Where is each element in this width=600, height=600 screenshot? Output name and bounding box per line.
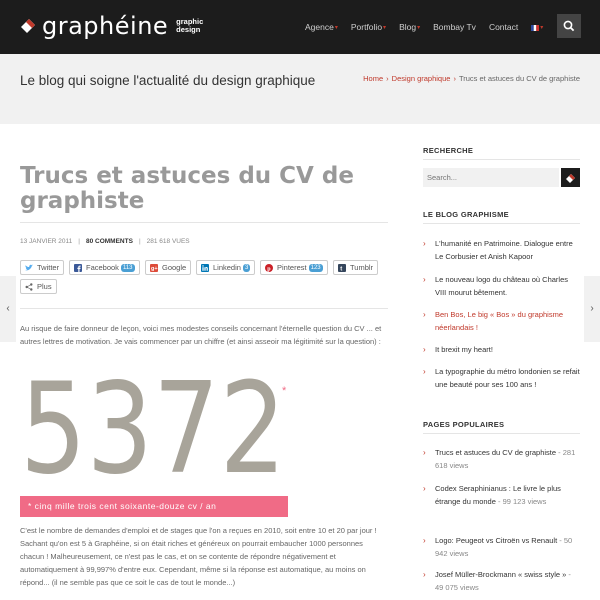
linkedin-icon	[201, 264, 209, 272]
cv-count-graphic	[20, 372, 300, 477]
article-intro: Au risque de faire donneur de leçon, voici mes modestes conseils concernant l'éternelle question du CV ... et autres lettres de motivation. Je vais commencer par un chiffre (et ainsi asseoir ma légitimité sur la question) :	[20, 324, 382, 346]
french-flag-icon	[531, 25, 539, 31]
previous-post-arrow[interactable]	[0, 276, 16, 342]
header-search-button[interactable]	[557, 14, 581, 38]
breadcrumb-home[interactable]: Home	[363, 74, 384, 83]
breadcrumb-current: Trucs et astuces du CV de graphiste	[458, 74, 580, 83]
svg-text:g+: g+	[151, 266, 158, 272]
breadcrumb-separator-icon: ›	[386, 74, 389, 83]
chevron-right-icon: ›	[423, 536, 426, 545]
breadcrumb	[363, 74, 580, 83]
sidebar-search-input[interactable]	[423, 168, 559, 187]
page-title-band	[0, 54, 600, 124]
chevron-right-icon: ›	[423, 239, 426, 248]
search-heading: RECHERCHE	[423, 146, 474, 155]
linkedin-share-count: 3	[244, 265, 249, 271]
chevron-right-icon: ›	[423, 570, 426, 579]
caret-down-icon: ▾	[334, 25, 338, 31]
site-tagline: Le blog qui soigne l'actualité du design graphique	[20, 73, 316, 88]
share-linkedin-button[interactable]: Linkedin 3	[196, 260, 255, 275]
chevron-right-icon: ›	[423, 367, 426, 376]
share-icon	[25, 283, 33, 291]
chevron-right-icon: ›	[423, 310, 426, 319]
caret-down-icon: ▾	[417, 25, 421, 31]
blog-link[interactable]: › L'humanité en Patrimoine. Dialogue entre Le Corbusier et Anish Kapoor	[423, 239, 573, 261]
svg-text:t: t	[340, 266, 343, 272]
chevron-right-icon: ›	[590, 303, 594, 314]
chevron-right-icon: ›	[423, 275, 426, 284]
share-google-button[interactable]: g+ Google	[145, 260, 191, 275]
blog-heading: LE BLOG GRAPHISME	[423, 210, 509, 219]
facebook-share-count: 113	[122, 265, 133, 271]
breadcrumb-category[interactable]: Design graphique	[391, 74, 451, 83]
cv-count-caption: * cinq mille trois cent soixante-douze cv / an	[20, 496, 288, 517]
share-facebook-button[interactable]: Facebook 113	[69, 260, 140, 275]
next-post-arrow[interactable]	[584, 276, 600, 342]
graphéine-search-icon	[561, 168, 580, 187]
divider	[20, 308, 388, 309]
caret-down-icon: ▾	[383, 25, 387, 31]
divider	[423, 223, 580, 224]
divider	[20, 222, 388, 223]
share-twitter-button[interactable]: Twitter	[20, 260, 64, 275]
nav-bombay-tv[interactable]: Bombay Tv	[433, 22, 476, 32]
article-meta: 13 JANVIER 2011 | 80 COMMENTS | 281 618 VUES	[20, 238, 190, 245]
article-body: C'est le nombre de demandes d'emploi et de stages que l'on a reçues en 2010, soit entre 10 et 20 par jour ! Sachant qu'on est 5 à Graphéine, si on était riches et généreux on pourrait embaucher 1000 personnes chacun ! Malheureusement, ce n'est pas le cas, et on se contente de répondre négativement et automatiquement à 99,997% d'entre eux. Cependant, même si la réponse est automatique, au moins on répond... (il ne semble pas que ce soit le cas de tout le monde...)	[20, 526, 377, 587]
breadcrumb-separator-icon: ›	[453, 74, 456, 83]
share-more-button[interactable]: Plus	[20, 279, 57, 294]
big-number-asterisk: *	[282, 385, 287, 397]
tumblr-icon	[338, 264, 346, 272]
chevron-left-icon: ‹	[6, 303, 10, 314]
divider	[423, 159, 580, 160]
blog-link[interactable]: › Ben Bos, Le big « Bos » du graphisme néerlandais !	[423, 310, 563, 332]
sidebar-search-button[interactable]	[561, 168, 580, 187]
logo-mark-icon	[20, 18, 36, 34]
language-selector[interactable]	[531, 22, 543, 32]
chevron-right-icon: ›	[423, 448, 426, 457]
share-pinterest-button[interactable]: p Pinterest 123	[260, 260, 328, 275]
top-navigation-bar	[0, 0, 600, 54]
chevron-right-icon: ›	[423, 484, 426, 493]
chevron-right-icon: ›	[423, 345, 426, 354]
nav-blog[interactable]: Blog▾	[399, 22, 421, 32]
popular-heading: PAGES POPULAIRES	[423, 420, 505, 429]
google-plus-icon	[150, 264, 158, 272]
blog-link[interactable]: › La typographie du métro londonien se refait une beauté pour ses 100 ans !	[423, 367, 580, 389]
search-icon	[557, 14, 581, 38]
blog-link[interactable]: › Le nouveau logo du château où Charles VIII mourut bêtement.	[423, 275, 569, 297]
big-number: 5372	[20, 372, 286, 477]
article-title: Trucs et astuces du CV de graphiste	[20, 163, 354, 214]
blog-link[interactable]: › It brexit my heart!	[423, 345, 493, 354]
nav-agence[interactable]: Agence▾	[305, 22, 338, 32]
article-date: 13 JANVIER 2011	[20, 238, 73, 245]
caret-down-icon: ▾	[540, 25, 544, 31]
main-nav	[305, 0, 556, 54]
share-tumblr-button[interactable]: t Tumblr	[333, 260, 378, 275]
pinterest-icon	[265, 264, 273, 272]
popular-link[interactable]: › Josef Müller-Brockmann « swiss style » - 49 075 views	[423, 570, 571, 592]
comments-link[interactable]: 80 COMMENTS	[85, 238, 133, 245]
view-count: 281 618 VUES	[146, 238, 190, 245]
svg-text:p: p	[267, 266, 271, 272]
graphéine-logo[interactable]	[20, 14, 203, 38]
divider	[423, 433, 580, 434]
popular-link[interactable]: › Trucs et astuces du CV de graphiste - 281 618 views	[423, 448, 576, 470]
pinterest-share-count: 123	[310, 265, 321, 271]
logo-wordmark: graphéine	[42, 12, 169, 40]
logo-subtitle: graphic design	[176, 17, 204, 34]
nav-contact[interactable]: Contact	[488, 22, 519, 32]
nav-portfolio[interactable]: Portfolio▾	[350, 22, 387, 32]
twitter-icon	[25, 264, 33, 272]
facebook-icon	[74, 264, 82, 272]
popular-link[interactable]: › Codex Seraphinianus : Le livre le plus étrange du monde - 99 123 views	[423, 484, 561, 506]
popular-link[interactable]: › Logo: Peugeot vs Citroën vs Renault - 50 942 views	[423, 536, 573, 558]
